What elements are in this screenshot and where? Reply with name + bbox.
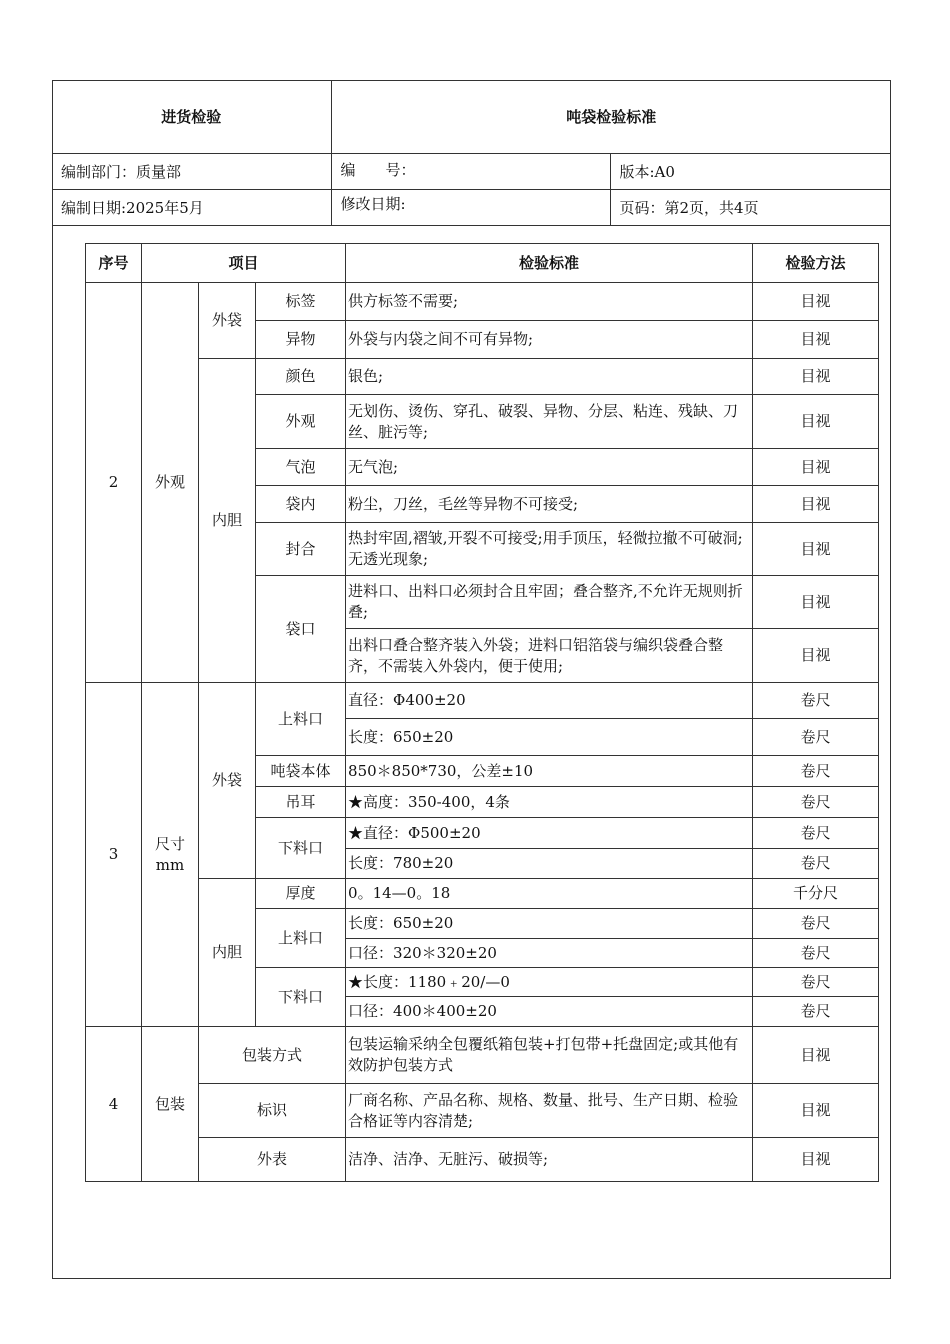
method-cell: 千分尺	[753, 879, 879, 909]
method-cell: 卷尺	[753, 756, 879, 787]
item-cell: 吊耳	[256, 787, 346, 818]
item-cell: 颜色	[256, 359, 346, 395]
item-cell: 标签	[256, 283, 346, 321]
col-header-standard: 检验标准	[346, 244, 753, 283]
category-label: 尺寸	[154, 834, 185, 853]
table-row	[86, 1027, 879, 1084]
col-header-item: 项目	[142, 244, 346, 283]
standard-cell: 口径：320＊320±20	[346, 939, 753, 968]
subgroup-cell: 内胆	[199, 359, 256, 683]
col-header-method: 检验方法	[753, 244, 879, 283]
standard-cell: ★长度：1180﹢20/—0	[346, 968, 753, 997]
method-cell: 目视	[753, 629, 879, 683]
seq-cell: 4	[86, 1027, 142, 1182]
modified-date-field: 修改日期:	[331, 189, 610, 225]
doc-number-field: 编 号：	[331, 153, 610, 189]
standard-cell: 长度：650±20	[346, 909, 753, 939]
table-row	[86, 1138, 879, 1182]
table-row	[86, 283, 879, 321]
category-cell	[142, 683, 199, 1027]
page-title: 吨袋检验标准	[331, 80, 891, 153]
table-row	[86, 1084, 879, 1138]
standard-cell: ★直径：Φ500±20	[346, 818, 753, 849]
item-cell: 下料口	[256, 968, 346, 1027]
subgroup-cell: 内胆	[199, 879, 256, 1027]
method-cell: 目视	[753, 486, 879, 523]
item-cell: 异物	[256, 321, 346, 359]
method-cell: 卷尺	[753, 787, 879, 818]
method-cell: 卷尺	[753, 968, 879, 997]
method-cell: 卷尺	[753, 719, 879, 756]
left-title: 进货检验	[52, 80, 331, 153]
dept-field: 编制部门：质量部	[52, 153, 331, 189]
method-cell: 目视	[753, 1027, 879, 1084]
method-cell: 卷尺	[753, 683, 879, 719]
standard-cell: 850＊850*730，公差±10	[346, 756, 753, 787]
standard-cell: 银色;	[346, 359, 753, 395]
method-cell: 卷尺	[753, 849, 879, 879]
col-header-seq: 序号	[86, 244, 142, 283]
table-row	[86, 359, 879, 395]
item-cell: 上料口	[256, 909, 346, 968]
method-cell: 目视	[753, 321, 879, 359]
standard-cell: 口径：400＊400±20	[346, 997, 753, 1027]
subgroup-cell: 外袋	[199, 683, 256, 879]
method-cell: 卷尺	[753, 909, 879, 939]
standard-cell: 长度：780±20	[346, 849, 753, 879]
standard-cell: 长度：650±20	[346, 719, 753, 756]
standard-cell: 包装运输采纳全包覆纸箱包装+打包带+托盘固定;或其他有效防护包装方式	[346, 1027, 753, 1084]
method-cell: 目视	[753, 576, 879, 629]
standard-cell: 热封牢固,褶皱,开裂不可接受;用手顶压，轻微拉撤不可破洞;无透光现象;	[346, 523, 753, 576]
method-cell: 目视	[753, 359, 879, 395]
table-header-row	[86, 244, 879, 283]
standard-cell: 出料口叠合整齐装入外袋；进料口铝箔袋与编织袋叠合整齐，不需装入外袋内，便于使用;	[346, 629, 753, 683]
table-row	[86, 879, 879, 909]
method-cell: 目视	[753, 523, 879, 576]
date-field: 编制日期:2025年5月	[52, 189, 331, 225]
category-unit: mm	[155, 855, 185, 874]
item-cell: 袋内	[256, 486, 346, 523]
standard-cell: 外袋与内袋之间不可有异物;	[346, 321, 753, 359]
category-cell: 包装	[142, 1027, 199, 1182]
standard-cell: 供方标签不需要;	[346, 283, 753, 321]
table-row	[86, 683, 879, 719]
method-cell: 目视	[753, 449, 879, 486]
item-cell: 袋口	[256, 576, 346, 683]
standard-cell: 无气泡;	[346, 449, 753, 486]
item-cell: 下料口	[256, 818, 346, 879]
item-cell: 外表	[199, 1138, 346, 1182]
item-cell: 包装方式	[199, 1027, 346, 1084]
item-cell: 气泡	[256, 449, 346, 486]
standard-cell: 0。14—0。18	[346, 879, 753, 909]
version-field: 版本:A0	[610, 153, 891, 189]
subgroup-cell: 外袋	[199, 283, 256, 359]
page-number-field: 页码：第2页，共4页	[610, 189, 891, 225]
method-cell: 目视	[753, 283, 879, 321]
standard-cell: 厂商名称、产品名称、规格、数量、批号、生产日期、检验合格证等内容清楚;	[346, 1084, 753, 1138]
method-cell: 目视	[753, 1138, 879, 1182]
standard-cell: 进料口、出料口必须封合且牢固；叠合整齐,不允许无规则折叠;	[346, 576, 753, 629]
item-cell: 厚度	[256, 879, 346, 909]
method-cell: 卷尺	[753, 818, 879, 849]
item-cell: 吨袋本体	[256, 756, 346, 787]
inspection-table	[85, 243, 879, 1182]
seq-cell: 2	[86, 283, 142, 683]
standard-cell: 无划伤、烫伤、穿孔、破裂、异物、分层、粘连、残缺、刀丝、脏污等;	[346, 395, 753, 449]
method-cell: 卷尺	[753, 939, 879, 968]
method-cell: 目视	[753, 1084, 879, 1138]
standard-cell: 洁净、洁净、无脏污、破损等;	[346, 1138, 753, 1182]
item-cell: 封合	[256, 523, 346, 576]
method-cell: 目视	[753, 395, 879, 449]
category-cell: 外观	[142, 283, 199, 683]
standard-cell: 直径：Φ400±20	[346, 683, 753, 719]
standard-cell: ★高度：350-400，4条	[346, 787, 753, 818]
item-cell: 上料口	[256, 683, 346, 756]
item-cell: 外观	[256, 395, 346, 449]
seq-cell: 3	[86, 683, 142, 1027]
item-cell: 标识	[199, 1084, 346, 1138]
method-cell: 卷尺	[753, 997, 879, 1027]
standard-cell: 粉尘，刀丝，毛丝等异物不可接受;	[346, 486, 753, 523]
document-header	[52, 80, 891, 226]
